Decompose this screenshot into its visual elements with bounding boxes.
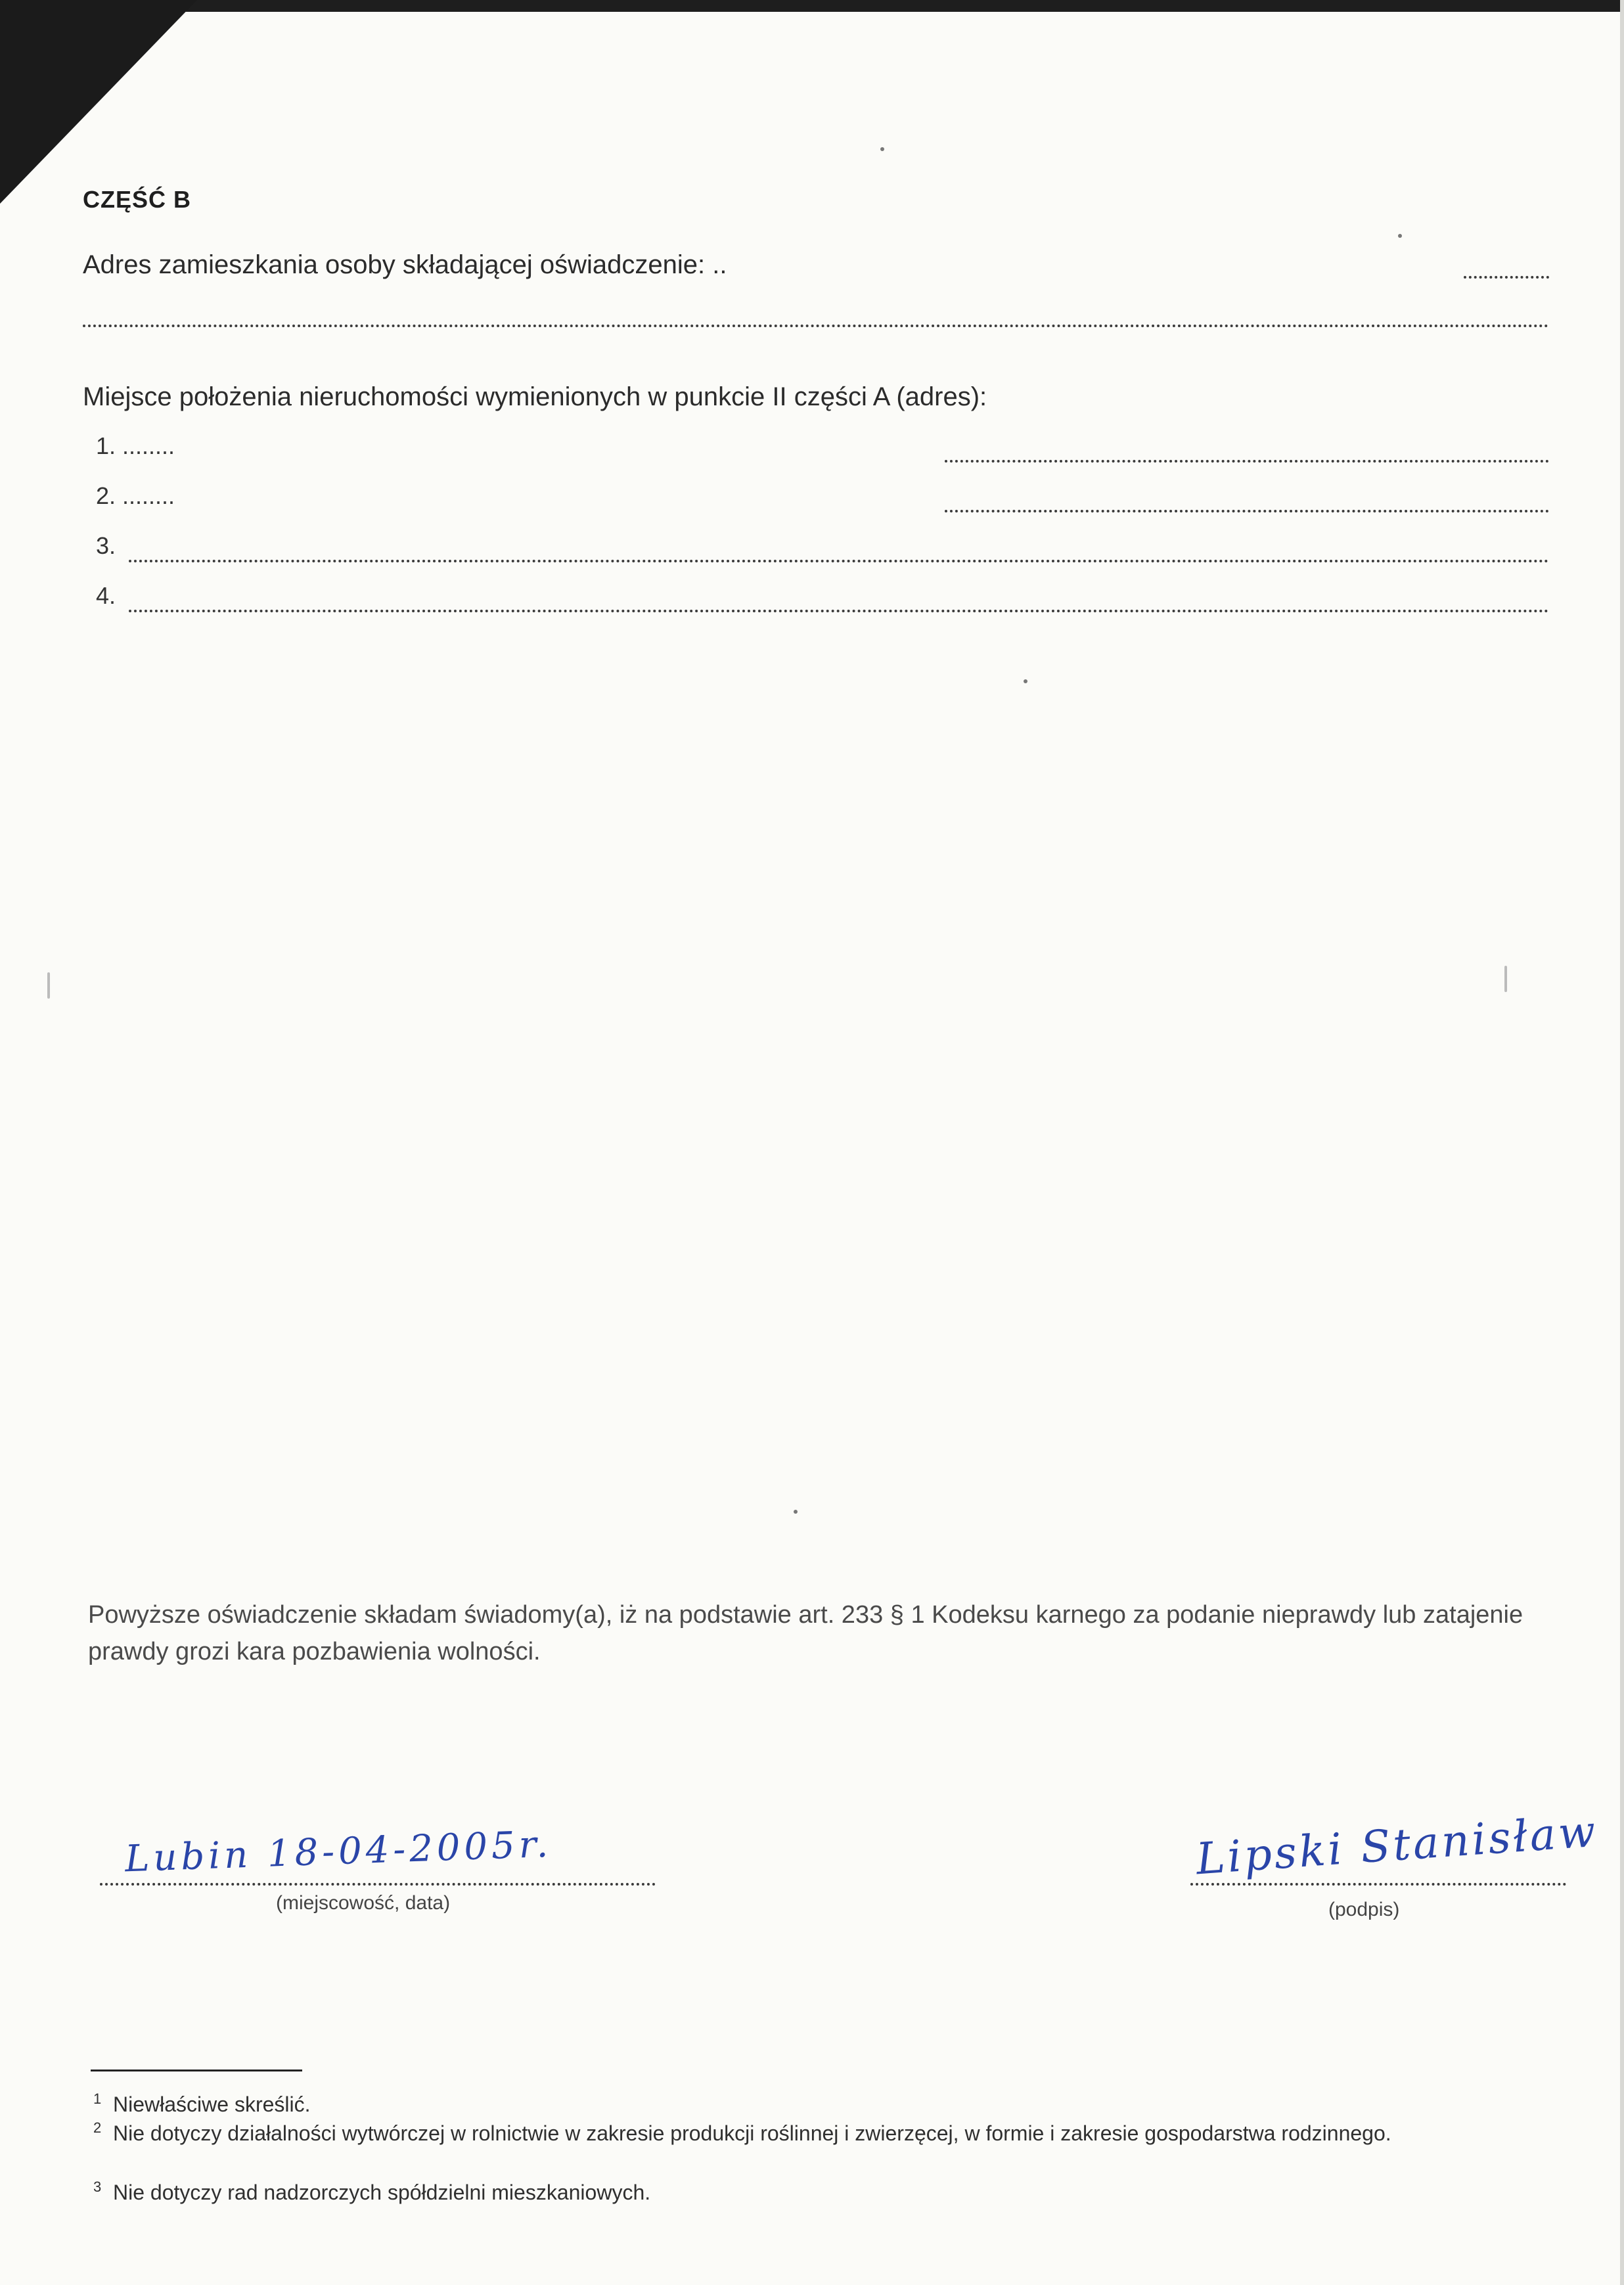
footnote-2	[93, 2119, 1558, 2145]
footnote-3	[93, 2179, 1558, 2204]
property-item-3-line[interactable]	[129, 560, 1549, 562]
signature-caption: (podpis)	[1328, 1899, 1400, 1920]
place-date-handwriting: Lubin 18-04-2005r.	[124, 1822, 553, 1881]
scan-speck	[880, 147, 884, 151]
footnote-1-number: 1	[93, 2091, 102, 2107]
property-item-2-line[interactable]	[945, 510, 1549, 512]
footnote-2-text: Nie dotyczy działalności wytwórczej w rolnictwie w zakresie produkcji roślinnej i zwierzęcej, w formie i zakresie gospodarstwa rodzinnego.	[113, 2121, 1391, 2145]
scan-right-edge	[1620, 0, 1624, 2285]
scan-mark	[47, 972, 50, 999]
property-item-2-number: 2. ........	[96, 482, 175, 509]
property-location-label: Miejsce położenia nieruchomości wymienionych w punkcie II części A (adres):	[83, 382, 987, 411]
property-item-4-line[interactable]	[129, 610, 1549, 612]
scan-speck	[1024, 679, 1027, 683]
scan-mark	[1504, 966, 1507, 992]
address-line-2[interactable]	[83, 325, 1549, 327]
property-item-4-number: 4.	[96, 582, 116, 609]
place-date-line[interactable]	[100, 1883, 656, 1886]
footnote-2-number: 2	[93, 2119, 102, 2136]
statement-text: Powyższe oświadczenie składam świadomy(a), iż na podstawie art. 233 § 1 Kodeksu karnego za podanie nieprawdy lub zatajenie prawdy grozi kara pozbawienia wolności.	[88, 1601, 1523, 1665]
footnote-1	[93, 2091, 1558, 2116]
place-date-caption: (miejscowość, data)	[276, 1892, 451, 1914]
scan-top-edge	[0, 0, 1624, 12]
scan-speck	[1398, 234, 1402, 238]
scan-speck	[794, 1510, 798, 1514]
scan-corner-shadow	[0, 0, 197, 204]
property-item-1-number: 1. ........	[96, 432, 175, 459]
footnote-separator	[91, 2070, 302, 2071]
address-line-end[interactable]	[1464, 276, 1549, 279]
address-label: Adres zamieszkania osoby składającej oświadczenie: ..	[83, 250, 727, 279]
footnote-1-text: Niewłaściwe skreślić.	[113, 2093, 311, 2116]
property-item-3-number: 3.	[96, 532, 116, 559]
footnote-3-number: 3	[93, 2179, 102, 2195]
signature-handwriting: Lipski Stanisław	[1194, 1805, 1600, 1885]
footnote-3-text: Nie dotyczy rad nadzorczych spółdzielni mieszkaniowych.	[113, 2181, 651, 2204]
signature-line[interactable]	[1190, 1883, 1566, 1886]
section-heading: CZĘŚĆ B	[83, 186, 192, 213]
property-item-1-line[interactable]	[945, 460, 1549, 463]
